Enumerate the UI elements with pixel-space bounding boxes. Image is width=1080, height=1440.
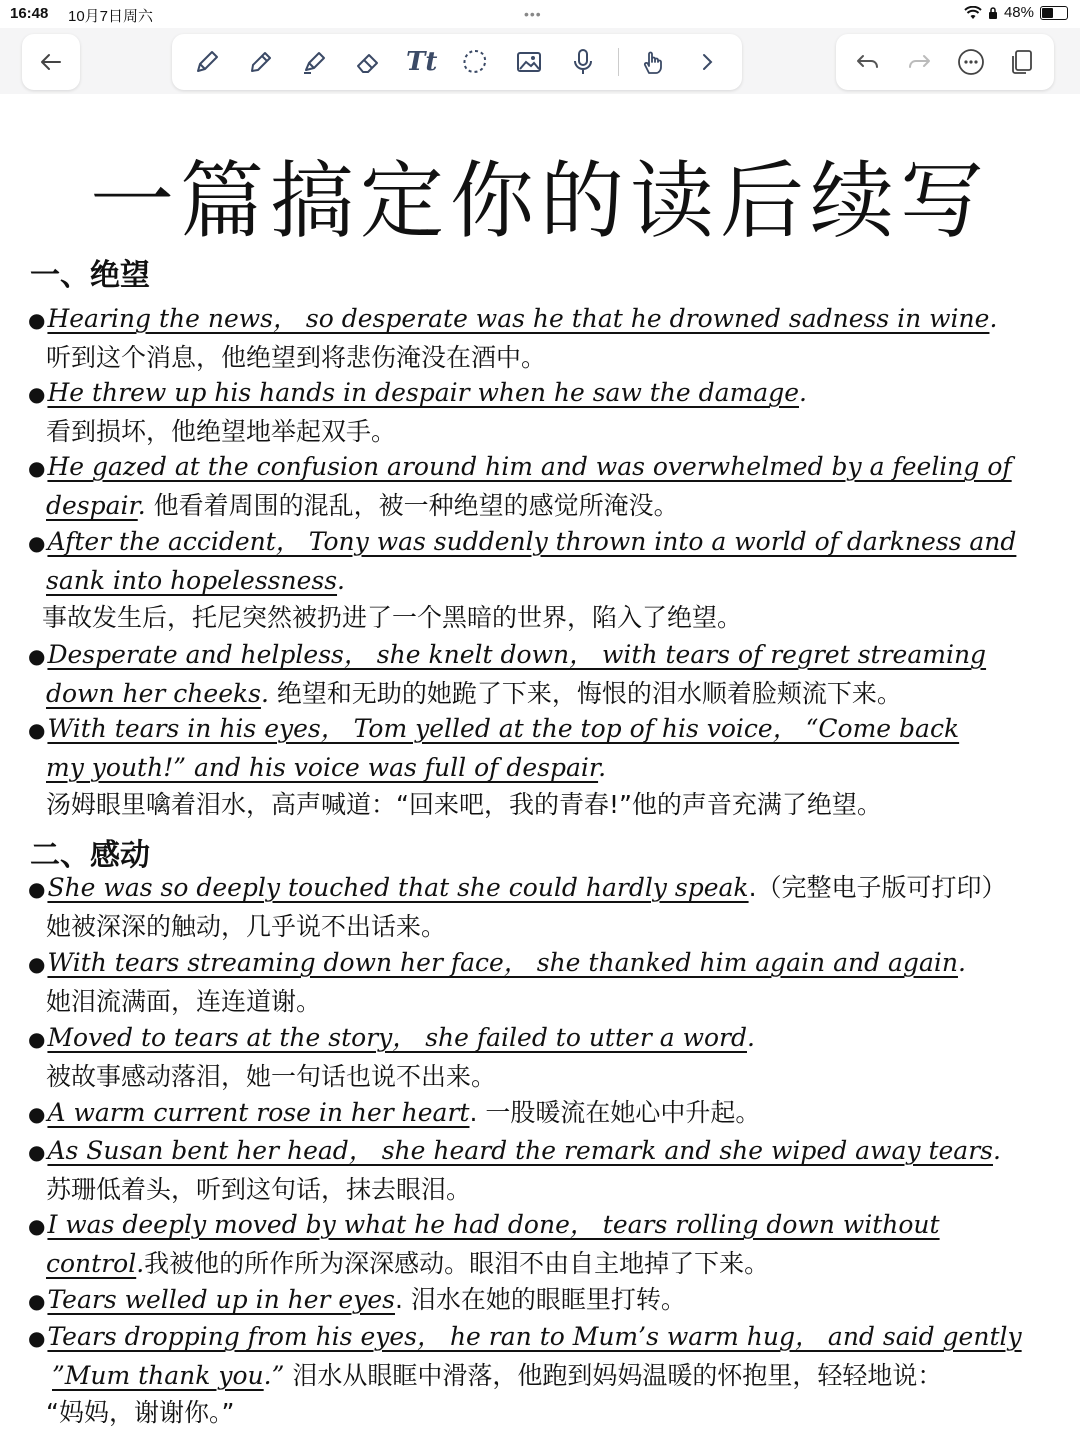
chevron-right-icon — [692, 47, 722, 77]
list-item: ●A warm current rose in her heart. 一股暖流在她心中升起。 — [28, 1098, 761, 1127]
document-actions — [836, 34, 1054, 90]
status-indicators — [964, 4, 1068, 21]
eraser-tool-button[interactable] — [349, 43, 387, 81]
touch-icon — [638, 47, 668, 77]
text-tool-button[interactable] — [403, 43, 441, 81]
multitasking-dots-icon[interactable]: ••• — [524, 6, 542, 22]
redo-button[interactable] — [900, 43, 938, 81]
section-heading-despair: 一、绝望 — [30, 258, 150, 293]
microphone-tool-button[interactable] — [564, 43, 602, 81]
list-item: ●Desperate and helpless， she knelt down， with tears of regret streaming down her cheeks. 绝望和无助的她跪了下来，悔恨的泪水顺着脸颊流下来。 — [28, 640, 987, 708]
note-page[interactable] — [0, 94, 1080, 1440]
list-item: ●I was deeply moved by what he had done， tears rolling down without control.我被他的所作所为深深感动。眼泪不由自主地掉了下来。 — [28, 1210, 940, 1278]
list-item: ●Hearing the news， so desperate was he that he drowned sadness in wine. 听到这个消息，他绝望到将悲伤淹没在酒中。 — [28, 304, 998, 372]
pencil-tool-button[interactable] — [242, 43, 280, 81]
pen-icon — [192, 47, 222, 77]
more-icon — [956, 47, 986, 77]
bullet-icon: ● — [28, 308, 46, 332]
image-tool-button[interactable] — [510, 43, 548, 81]
bullet-icon: ● — [28, 1289, 46, 1313]
lasso-tool-button[interactable] — [456, 43, 494, 81]
bullet-icon: ● — [28, 718, 46, 742]
pen-tool-button[interactable] — [188, 43, 226, 81]
bullet-icon: ● — [28, 1326, 46, 1350]
list-item: ●After the accident， Tony was suddenly thrown into a world of darkness and sank into hopelessness. 事故发生后，托尼突然被扔进了一个黑暗的世界，陷入了绝望。 — [28, 527, 1017, 632]
page-title: 一篇搞定你的读后续写 — [89, 152, 990, 250]
list-item: ●Tears welled up in her eyes. 泪水在她的眼眶里打转。 — [28, 1285, 686, 1314]
back-button[interactable] — [22, 34, 80, 90]
list-item: ●She was so deeply touched that she could hardly speak.（完整电子版可打印） 她被深深的触动，几乎说不出话来。 — [28, 873, 1007, 941]
bullet-icon: ● — [28, 1140, 46, 1164]
status-time: 16:48 — [10, 5, 49, 22]
highlighter-tool-button[interactable] — [295, 43, 333, 81]
pencil-icon — [246, 47, 276, 77]
bullet-icon: ● — [28, 382, 46, 406]
list-item: ●With tears streaming down her face， she thanked him again and again. 她泪流满面，连连道谢。 — [28, 948, 966, 1016]
toolbar — [0, 28, 1080, 94]
status-bar — [0, 0, 1080, 28]
image-icon — [514, 47, 544, 77]
battery-percentage: 48% — [1003, 4, 1034, 21]
bullet-icon: ● — [28, 952, 46, 976]
bullet-icon: ● — [28, 1027, 46, 1051]
list-item: ●He gazed at the confusion around him and was overwhelmed by a feeling of despair. 他看着周围的混乱，被一种绝望的感觉所淹没。 — [28, 452, 1012, 520]
highlighter-icon — [299, 47, 329, 77]
wifi-icon — [964, 6, 982, 20]
pages-icon — [1007, 47, 1037, 77]
bullet-icon: ● — [28, 456, 46, 480]
drawing-tools — [172, 34, 742, 90]
bullet-icon: ● — [28, 1214, 46, 1238]
lock-rotation-icon — [988, 6, 998, 20]
more-options-button[interactable] — [952, 43, 990, 81]
list-item: ●Moved to tears at the story， she failed to utter a word. 被故事感动落泪，她一句话也说不出来。 — [28, 1023, 755, 1091]
more-tools-button[interactable] — [688, 43, 726, 81]
toolbar-separator — [618, 48, 619, 76]
lasso-icon — [460, 47, 490, 77]
list-item: ●Tears dropping from his eyes， he ran to Mum’s warm hug， and said gently ”Mum thank you.” 泪水从眼眶中滑落，他跑到妈妈温暖的怀抱里，轻轻地说： “妈妈，谢谢你。” — [28, 1322, 1022, 1427]
list-item: ●With tears in his eyes， Tom yelled at the top of his voice， “Come back my youth!” and his voice was full of despair. 汤姆眼里噙着泪水，高声喊道：“回来吧，我的青春!”他的声音充满了绝望。 — [28, 714, 960, 819]
list-item: ●As Susan bent her head， she heard the remark and she wiped away tears. 苏珊低着头，听到这句话，抹去眼泪。 — [28, 1136, 1001, 1204]
eraser-icon — [353, 47, 383, 77]
back-arrow-icon — [38, 49, 64, 75]
pages-button[interactable] — [1003, 43, 1041, 81]
battery-icon — [1040, 6, 1068, 20]
status-date: 10月7日周六 — [68, 8, 154, 25]
touch-tool-button[interactable] — [634, 43, 672, 81]
bullet-icon: ● — [28, 531, 46, 555]
list-item: ●He threw up his hands in despair when he saw the damage. 看到损坏，他绝望地举起双手。 — [28, 378, 807, 446]
undo-icon — [853, 47, 883, 77]
undo-button[interactable] — [849, 43, 887, 81]
microphone-icon — [568, 47, 598, 77]
bullet-icon: ● — [28, 1102, 46, 1126]
section-heading-touched: 二、感动 — [30, 838, 150, 873]
bullet-icon: ● — [28, 644, 46, 668]
text-icon: Tt — [406, 47, 438, 77]
bullet-icon: ● — [28, 877, 46, 901]
redo-icon — [904, 47, 934, 77]
